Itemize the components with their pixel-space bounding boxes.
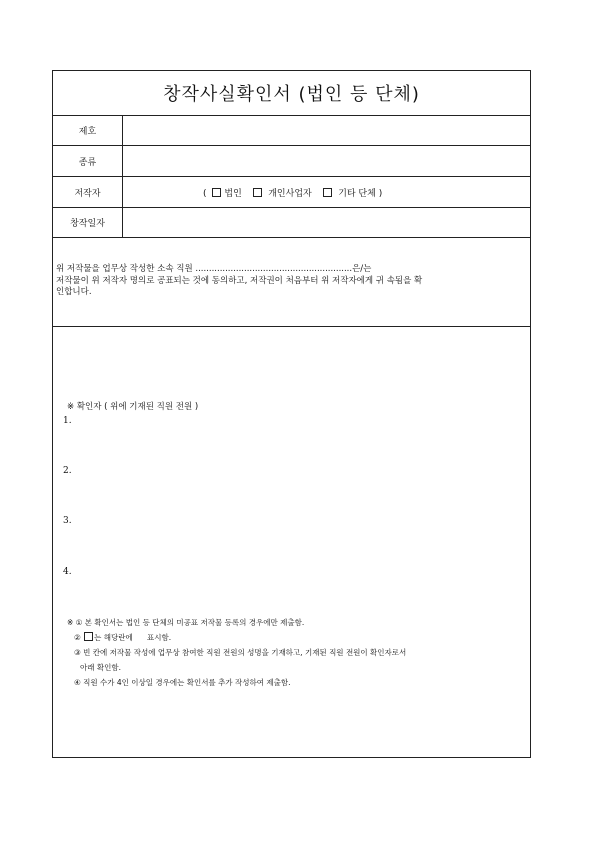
- other-checkbox[interactable]: [323, 188, 332, 197]
- confirmer-number-4: 4.: [63, 567, 72, 577]
- type-field[interactable]: [123, 146, 530, 176]
- number-field[interactable]: [123, 115, 530, 145]
- statement-line-2: 저작물이 위 저작자 명의로 공표되는 것에 동의하고, 저작권이 처음부터 위 저작자에게 귀 속됨을 확: [56, 275, 423, 286]
- row-type: [53, 146, 530, 177]
- paren-close: ): [375, 188, 383, 199]
- author-options: [203, 186, 382, 199]
- note-2-text: 는 해당란에 표시함.: [94, 633, 172, 642]
- statement-block: [53, 238, 530, 327]
- note-checkbox-icon: [84, 632, 93, 641]
- row-number: [53, 115, 530, 146]
- note-2: [67, 630, 406, 645]
- number-label: 제호: [53, 115, 123, 145]
- date-field[interactable]: [123, 208, 530, 237]
- confirmers-section: [53, 327, 530, 757]
- other-label: 기타 단체: [338, 188, 376, 199]
- confirmer-number-2: 2.: [63, 466, 72, 476]
- confirmation-form: [52, 70, 531, 758]
- confirmer-number-1: 1.: [63, 416, 72, 426]
- note-2-prefix: ②: [74, 633, 84, 642]
- statement-line-3: 인합니다.: [56, 287, 92, 297]
- row-date: [53, 208, 530, 238]
- date-label: 창작일자: [53, 208, 123, 237]
- statement-line-1: 위 저작물을 업무상 작성한 소속 직원 ..........................................................은/는: [56, 264, 372, 274]
- note-3-continued: 아래 확인함.: [80, 663, 121, 672]
- individual-label: 개인사업자: [268, 188, 312, 199]
- type-label: 종류: [53, 146, 123, 176]
- author-field: [123, 177, 530, 207]
- note-3: ③ 빈 칸에 저작물 작성에 업무상 참여한 직원 전원의 성명을 기재하고, 기재된 직원 전원이 확인자로서: [74, 648, 407, 657]
- corporation-checkbox[interactable]: [212, 188, 221, 197]
- individual-checkbox[interactable]: [253, 188, 262, 197]
- row-author: [53, 177, 530, 208]
- notes-block: [67, 615, 406, 690]
- corporation-label: 법인: [224, 188, 242, 199]
- confirmers-heading: ※ 확인자 ( 위에 기재된 직원 전원 ): [67, 402, 199, 412]
- author-label: 저작자: [53, 177, 123, 207]
- form-title: 창작사실확인서 (법인 등 단체): [53, 71, 530, 116]
- note-1: ※ ① 본 확인서는 법인 등 단체의 미공표 저작물 등록의 경우에만 제출함.: [67, 618, 305, 627]
- paren-open: (: [203, 188, 210, 199]
- note-4: ④ 직원 수가 4인 이상일 경우에는 확인서를 추가 작성하여 제출함.: [74, 678, 291, 687]
- confirmer-number-3: 3.: [63, 516, 72, 526]
